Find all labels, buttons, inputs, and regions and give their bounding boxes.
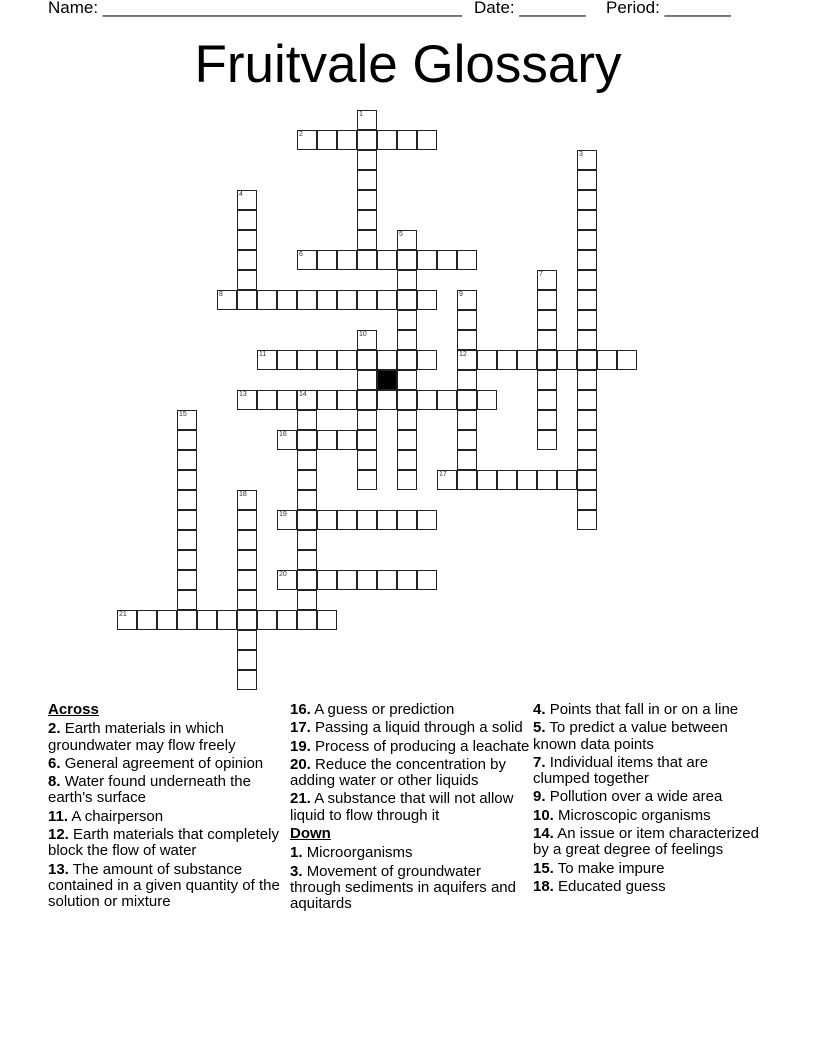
crossword-cell[interactable]	[297, 490, 317, 510]
down-clue	[290, 864, 530, 913]
crossword-cell[interactable]	[357, 190, 377, 210]
crossword-cell[interactable]	[577, 370, 597, 390]
cell-number: 5	[399, 231, 403, 238]
crossword-cell[interactable]	[577, 190, 597, 210]
cell-number: 1	[359, 111, 363, 118]
crossword-cell[interactable]	[217, 290, 237, 310]
crossword-cell[interactable]	[237, 250, 257, 270]
crossword-cell[interactable]	[457, 330, 477, 350]
cell-number: 14	[299, 391, 307, 398]
crossword-cell[interactable]	[397, 470, 417, 490]
crossword-cell[interactable]	[357, 570, 377, 590]
clue-number: 3.	[290, 862, 303, 880]
crossword-cell[interactable]	[357, 350, 377, 370]
crossword-cell[interactable]	[417, 390, 437, 410]
crossword-cell[interactable]	[577, 450, 597, 470]
crossword-cell[interactable]	[457, 430, 477, 450]
across-clue	[290, 702, 530, 718]
crossword-cell[interactable]	[377, 250, 397, 270]
crossword-cell[interactable]	[177, 450, 197, 470]
period-field-label: Period: _______	[606, 0, 731, 17]
clue-text: Microorganisms	[306, 844, 413, 862]
clue-number: 8.	[48, 773, 61, 791]
crossword-cell[interactable]	[257, 350, 277, 370]
crossword-cell[interactable]	[457, 250, 477, 270]
down-clue	[533, 702, 763, 718]
clue-text: Microscopic organisms	[558, 806, 711, 824]
crossword-cell[interactable]	[497, 470, 517, 490]
crossword-cell[interactable]	[297, 550, 317, 570]
down-clue	[533, 755, 763, 788]
crossword-cell[interactable]	[357, 450, 377, 470]
crossword-cell[interactable]	[617, 350, 637, 370]
across-clue	[48, 756, 288, 772]
crossword-cell[interactable]	[297, 350, 317, 370]
crossword-cell[interactable]	[377, 290, 397, 310]
crossword-cell[interactable]	[577, 290, 597, 310]
crossword-cell[interactable]	[297, 430, 317, 450]
crossword-cell[interactable]	[297, 450, 317, 470]
crossword-cell[interactable]	[237, 590, 257, 610]
crossword-cell[interactable]	[457, 470, 477, 490]
crossword-cell[interactable]	[237, 670, 257, 690]
crossword-cell[interactable]	[237, 570, 257, 590]
cell-number: 17	[439, 471, 447, 478]
crossword-cell[interactable]	[297, 510, 317, 530]
crossword-cell[interactable]	[297, 570, 317, 590]
clue-number: 6.	[48, 754, 61, 772]
clue-number: 21.	[290, 790, 311, 808]
clue-number: 7.	[533, 753, 546, 771]
clue-text: Individual items that are clumped together	[533, 753, 709, 788]
crossword-cell[interactable]	[177, 530, 197, 550]
across-heading: Across	[48, 701, 99, 718]
clues-column-1	[48, 702, 288, 913]
crossword-cell[interactable]	[577, 150, 597, 170]
crossword-cell[interactable]	[297, 590, 317, 610]
across-clue	[48, 809, 288, 825]
clue-text: Earth materials that completely block the flow of water	[48, 826, 279, 860]
crossword-cell[interactable]	[337, 570, 357, 590]
crossword-cell[interactable]	[237, 650, 257, 670]
crossword-cell[interactable]	[397, 390, 417, 410]
crossword-cell[interactable]	[577, 390, 597, 410]
crossword-cell[interactable]	[457, 350, 477, 370]
crossword-cell[interactable]	[277, 350, 297, 370]
crossword-cell[interactable]	[377, 390, 397, 410]
cell-number: 12	[459, 351, 467, 358]
cell-number: 8	[219, 291, 223, 298]
crossword-cell[interactable]	[557, 470, 577, 490]
crossword-cell[interactable]	[177, 470, 197, 490]
crossword-cell[interactable]	[437, 390, 457, 410]
crossword-cell[interactable]	[277, 430, 297, 450]
crossword-cell[interactable]	[417, 250, 437, 270]
crossword-cell[interactable]	[177, 490, 197, 510]
crossword-cell[interactable]	[237, 390, 257, 410]
crossword-cell[interactable]	[577, 350, 597, 370]
clue-number: 11.	[48, 807, 69, 825]
crossword-cell[interactable]	[237, 490, 257, 510]
crossword-cell[interactable]	[537, 470, 557, 490]
crossword-cell[interactable]	[377, 510, 397, 530]
crossword-cell[interactable]	[357, 330, 377, 350]
clues-column-2	[290, 702, 530, 915]
crossword-cell[interactable]	[477, 470, 497, 490]
crossword-cell[interactable]	[577, 270, 597, 290]
crossword-cell[interactable]	[317, 130, 337, 150]
crossword-cell[interactable]	[237, 510, 257, 530]
cell-number: 6	[299, 251, 303, 258]
crossword-cell[interactable]	[597, 350, 617, 370]
crossword-cell[interactable]	[577, 470, 597, 490]
crossword-cell[interactable]	[577, 410, 597, 430]
name-field-label: Name: ______________________________________	[48, 0, 463, 17]
clue-number: 4.	[533, 701, 546, 718]
crossword-cell[interactable]	[397, 250, 417, 270]
crossword-cell[interactable]	[297, 390, 317, 410]
cell-number: 21	[119, 611, 127, 618]
crossword-cell[interactable]	[417, 570, 437, 590]
crossword-cell[interactable]	[297, 410, 317, 430]
crossword-cell[interactable]	[517, 470, 537, 490]
crossword-cell[interactable]	[577, 510, 597, 530]
crossword-cell[interactable]	[277, 290, 297, 310]
crossword-cell[interactable]	[537, 390, 557, 410]
crossword-cell[interactable]	[257, 290, 277, 310]
crossword-cell[interactable]	[437, 250, 457, 270]
cell-number: 4	[239, 191, 243, 198]
crossword-cell[interactable]	[237, 190, 257, 210]
crossword-cell[interactable]	[317, 430, 337, 450]
clue-text: Earth materials in which groundwater may flow freely	[48, 720, 236, 754]
crossword-cell[interactable]	[177, 410, 197, 430]
crossword-cell[interactable]	[297, 470, 317, 490]
crossword-cell[interactable]	[397, 230, 417, 250]
crossword-cell[interactable]	[497, 350, 517, 370]
clue-number: 17.	[290, 719, 311, 737]
crossword-cell[interactable]	[417, 350, 437, 370]
clues-column-3	[533, 702, 763, 897]
crossword-cell[interactable]	[117, 610, 137, 630]
crossword-cell[interactable]	[537, 310, 557, 330]
crossword-cell[interactable]	[317, 350, 337, 370]
down-clue	[533, 808, 763, 824]
crossword-cell[interactable]	[457, 310, 477, 330]
crossword-cell[interactable]	[177, 610, 197, 630]
cell-number: 20	[279, 571, 287, 578]
crossword-cell[interactable]	[517, 350, 537, 370]
crossword-cell[interactable]	[577, 330, 597, 350]
crossword-cell[interactable]	[397, 450, 417, 470]
clue-number: 15.	[533, 859, 554, 877]
crossword-cell[interactable]	[297, 130, 317, 150]
cell-number: 7	[539, 271, 543, 278]
across-clue	[290, 791, 530, 824]
down-clue	[533, 879, 763, 895]
clue-text: Movement of groundwater through sediments in aquifers and aquitards	[290, 862, 516, 913]
crossword-cell[interactable]	[317, 290, 337, 310]
across-clue	[48, 721, 288, 754]
cell-number: 16	[279, 431, 287, 438]
crossword-cell[interactable]	[297, 610, 317, 630]
cell-number: 19	[279, 511, 287, 518]
crossword-cell[interactable]	[397, 330, 417, 350]
crossword-cell[interactable]	[357, 410, 377, 430]
clue-text: Educated guess	[558, 877, 666, 895]
date-field-label: Date: _______	[474, 0, 586, 17]
crossword-cell[interactable]	[277, 390, 297, 410]
crossword-cell[interactable]	[177, 570, 197, 590]
crossword-cell[interactable]	[337, 250, 357, 270]
clue-text: Points that fall in or on a line	[549, 701, 739, 718]
across-clue	[48, 827, 288, 860]
clue-number: 9.	[533, 788, 546, 806]
page-title: Fruitvale Glossary	[194, 35, 622, 94]
crossword-cell[interactable]	[437, 470, 457, 490]
crossword-cell[interactable]	[397, 570, 417, 590]
crossword-cell[interactable]	[537, 350, 557, 370]
clue-number: 20.	[290, 755, 311, 773]
crossword-cell[interactable]	[317, 570, 337, 590]
cell-number: 18	[239, 491, 247, 498]
down-clue	[533, 720, 763, 753]
clue-text: Pollution over a wide area	[549, 788, 723, 806]
crossword-cell[interactable]	[457, 450, 477, 470]
crossword-cell[interactable]	[157, 610, 177, 630]
crossword-cell[interactable]	[337, 350, 357, 370]
cell-number: 10	[359, 331, 367, 338]
crossword-cell[interactable]	[297, 290, 317, 310]
crossword-cell[interactable]	[457, 410, 477, 430]
crossword-cell[interactable]	[577, 250, 597, 270]
crossword-cell[interactable]	[237, 210, 257, 230]
cell-number: 3	[579, 151, 583, 158]
clue-number: 1.	[290, 844, 303, 862]
clue-text: An issue or item characterized by a great degree of feelings	[533, 825, 759, 859]
crossword-cell[interactable]	[537, 370, 557, 390]
crossword-cell[interactable]	[417, 130, 437, 150]
crossword-cell[interactable]	[237, 290, 257, 310]
crossword-cell[interactable]	[457, 290, 477, 310]
crossword-cell[interactable]	[377, 130, 397, 150]
crossword-cell[interactable]	[337, 130, 357, 150]
crossword-cell[interactable]	[177, 430, 197, 450]
crossword-cell[interactable]	[357, 170, 377, 190]
crossword-cell[interactable]	[457, 390, 477, 410]
crossword-cell[interactable]	[397, 270, 417, 290]
crossword-cell[interactable]	[577, 230, 597, 250]
down-clue	[533, 789, 763, 805]
clue-text: A guess or prediction	[314, 701, 455, 718]
crossword-cell[interactable]	[457, 370, 477, 390]
crossword-cell[interactable]	[397, 290, 417, 310]
clue-number: 18.	[533, 877, 554, 895]
clue-text: A substance that will not allow liquid to flow through it	[290, 790, 514, 824]
crossword-cell[interactable]	[537, 430, 557, 450]
crossword-cell[interactable]	[237, 630, 257, 650]
crossword-cell[interactable]	[357, 150, 377, 170]
crossword-cell[interactable]	[397, 370, 417, 390]
crossword-cell[interactable]	[357, 470, 377, 490]
down-clue	[533, 861, 763, 877]
crossword-cell[interactable]	[357, 510, 377, 530]
crossword-cell[interactable]	[357, 210, 377, 230]
crossword-cell[interactable]	[337, 390, 357, 410]
crossword-cell[interactable]	[177, 550, 197, 570]
crossword-cell[interactable]	[277, 570, 297, 590]
crossword-cell[interactable]	[357, 290, 377, 310]
crossword-cell[interactable]	[317, 510, 337, 530]
crossword-cell[interactable]	[337, 290, 357, 310]
crossword-cell[interactable]	[577, 310, 597, 330]
cell-number: 2	[299, 131, 303, 138]
crossword-cell[interactable]	[237, 530, 257, 550]
crossword-cell[interactable]	[237, 270, 257, 290]
clue-number: 2.	[48, 720, 61, 738]
crossword-cell[interactable]	[357, 110, 377, 130]
crossword-cell[interactable]	[537, 330, 557, 350]
crossword-cell[interactable]	[357, 230, 377, 250]
crossword-cell[interactable]	[397, 350, 417, 370]
crossword-cell[interactable]	[137, 610, 157, 630]
cell-number: 9	[459, 291, 463, 298]
clue-text: Water found underneath the earth's surface	[48, 773, 251, 807]
clue-number: 14.	[533, 825, 554, 843]
across-clue	[290, 739, 530, 755]
crossword-cell[interactable]	[217, 610, 237, 630]
crossword-cell[interactable]	[317, 390, 337, 410]
clue-text: The amount of substance contained in a given quantity of the solution or mixture	[48, 860, 280, 911]
crossword-cell[interactable]	[357, 250, 377, 270]
clue-text: To make impure	[557, 859, 665, 877]
crossword-cell[interactable]	[357, 390, 377, 410]
clue-text: Passing a liquid through a solid	[315, 719, 523, 737]
crossword-cell[interactable]	[417, 510, 437, 530]
crossword-cell[interactable]	[397, 510, 417, 530]
cell-number: 15	[179, 411, 187, 418]
crossword-cell[interactable]	[377, 570, 397, 590]
across-clue	[290, 720, 530, 736]
crossword-cell[interactable]	[477, 390, 497, 410]
across-clue	[48, 862, 288, 911]
crossword-cell[interactable]	[317, 250, 337, 270]
clue-number: 5.	[533, 719, 546, 737]
crossword-cell[interactable]	[577, 430, 597, 450]
crossword-cell[interactable]	[317, 610, 337, 630]
crossword-cell[interactable]	[337, 510, 357, 530]
crossword-cell[interactable]	[237, 610, 257, 630]
clue-number: 10.	[533, 806, 554, 824]
crossword-cell[interactable]	[177, 510, 197, 530]
clue-text: Reduce the concentration by adding water or other liquids	[290, 755, 506, 790]
crossword-cell[interactable]	[297, 530, 317, 550]
crossword-cell[interactable]	[257, 390, 277, 410]
crossword-cell[interactable]	[577, 490, 597, 510]
crossword-cell[interactable]	[357, 130, 377, 150]
down-clue	[290, 845, 530, 861]
crossword-cell[interactable]	[477, 350, 497, 370]
crossword-cell[interactable]	[537, 270, 557, 290]
crossword-cell[interactable]	[237, 230, 257, 250]
crossword-cell[interactable]	[397, 430, 417, 450]
clue-number: 16.	[290, 701, 311, 718]
crossword-cell[interactable]	[297, 250, 317, 270]
crossword-cell[interactable]	[357, 430, 377, 450]
crossword-cell[interactable]	[197, 610, 217, 630]
cell-number: 11	[259, 351, 267, 358]
crossword-cell[interactable]	[577, 170, 597, 190]
clue-text: To predict a value between known data points	[533, 719, 728, 753]
crossword-cell[interactable]	[537, 290, 557, 310]
crossword-cell[interactable]	[357, 370, 377, 390]
clue-text: A chairperson	[71, 807, 164, 825]
clue-text: General agreement of opinion	[64, 754, 264, 772]
crossword-cell[interactable]	[537, 410, 557, 430]
crossword-cell[interactable]	[377, 350, 397, 370]
crossword-cell[interactable]	[397, 130, 417, 150]
crossword-cell[interactable]	[397, 310, 417, 330]
across-clue	[48, 774, 288, 807]
crossword-cell[interactable]	[417, 290, 437, 310]
crossword-cell[interactable]	[277, 610, 297, 630]
cell-number: 13	[239, 391, 247, 398]
crossword-cell[interactable]	[177, 590, 197, 610]
crossword-cell[interactable]	[257, 610, 277, 630]
crossword-cell[interactable]	[337, 430, 357, 450]
clue-text: Process of producing a leachate	[315, 737, 530, 755]
crossword-cell[interactable]	[237, 550, 257, 570]
crossword-cell[interactable]	[557, 350, 577, 370]
crossword-cell[interactable]	[277, 510, 297, 530]
across-clue	[290, 757, 530, 790]
clue-number: 12.	[48, 826, 69, 844]
down-heading: Down	[290, 825, 331, 843]
clue-number: 13.	[48, 860, 69, 878]
down-clue	[533, 826, 763, 859]
black-cell	[377, 370, 397, 390]
clue-number: 19.	[290, 737, 311, 755]
crossword-cell[interactable]	[577, 210, 597, 230]
crossword-cell[interactable]	[397, 410, 417, 430]
